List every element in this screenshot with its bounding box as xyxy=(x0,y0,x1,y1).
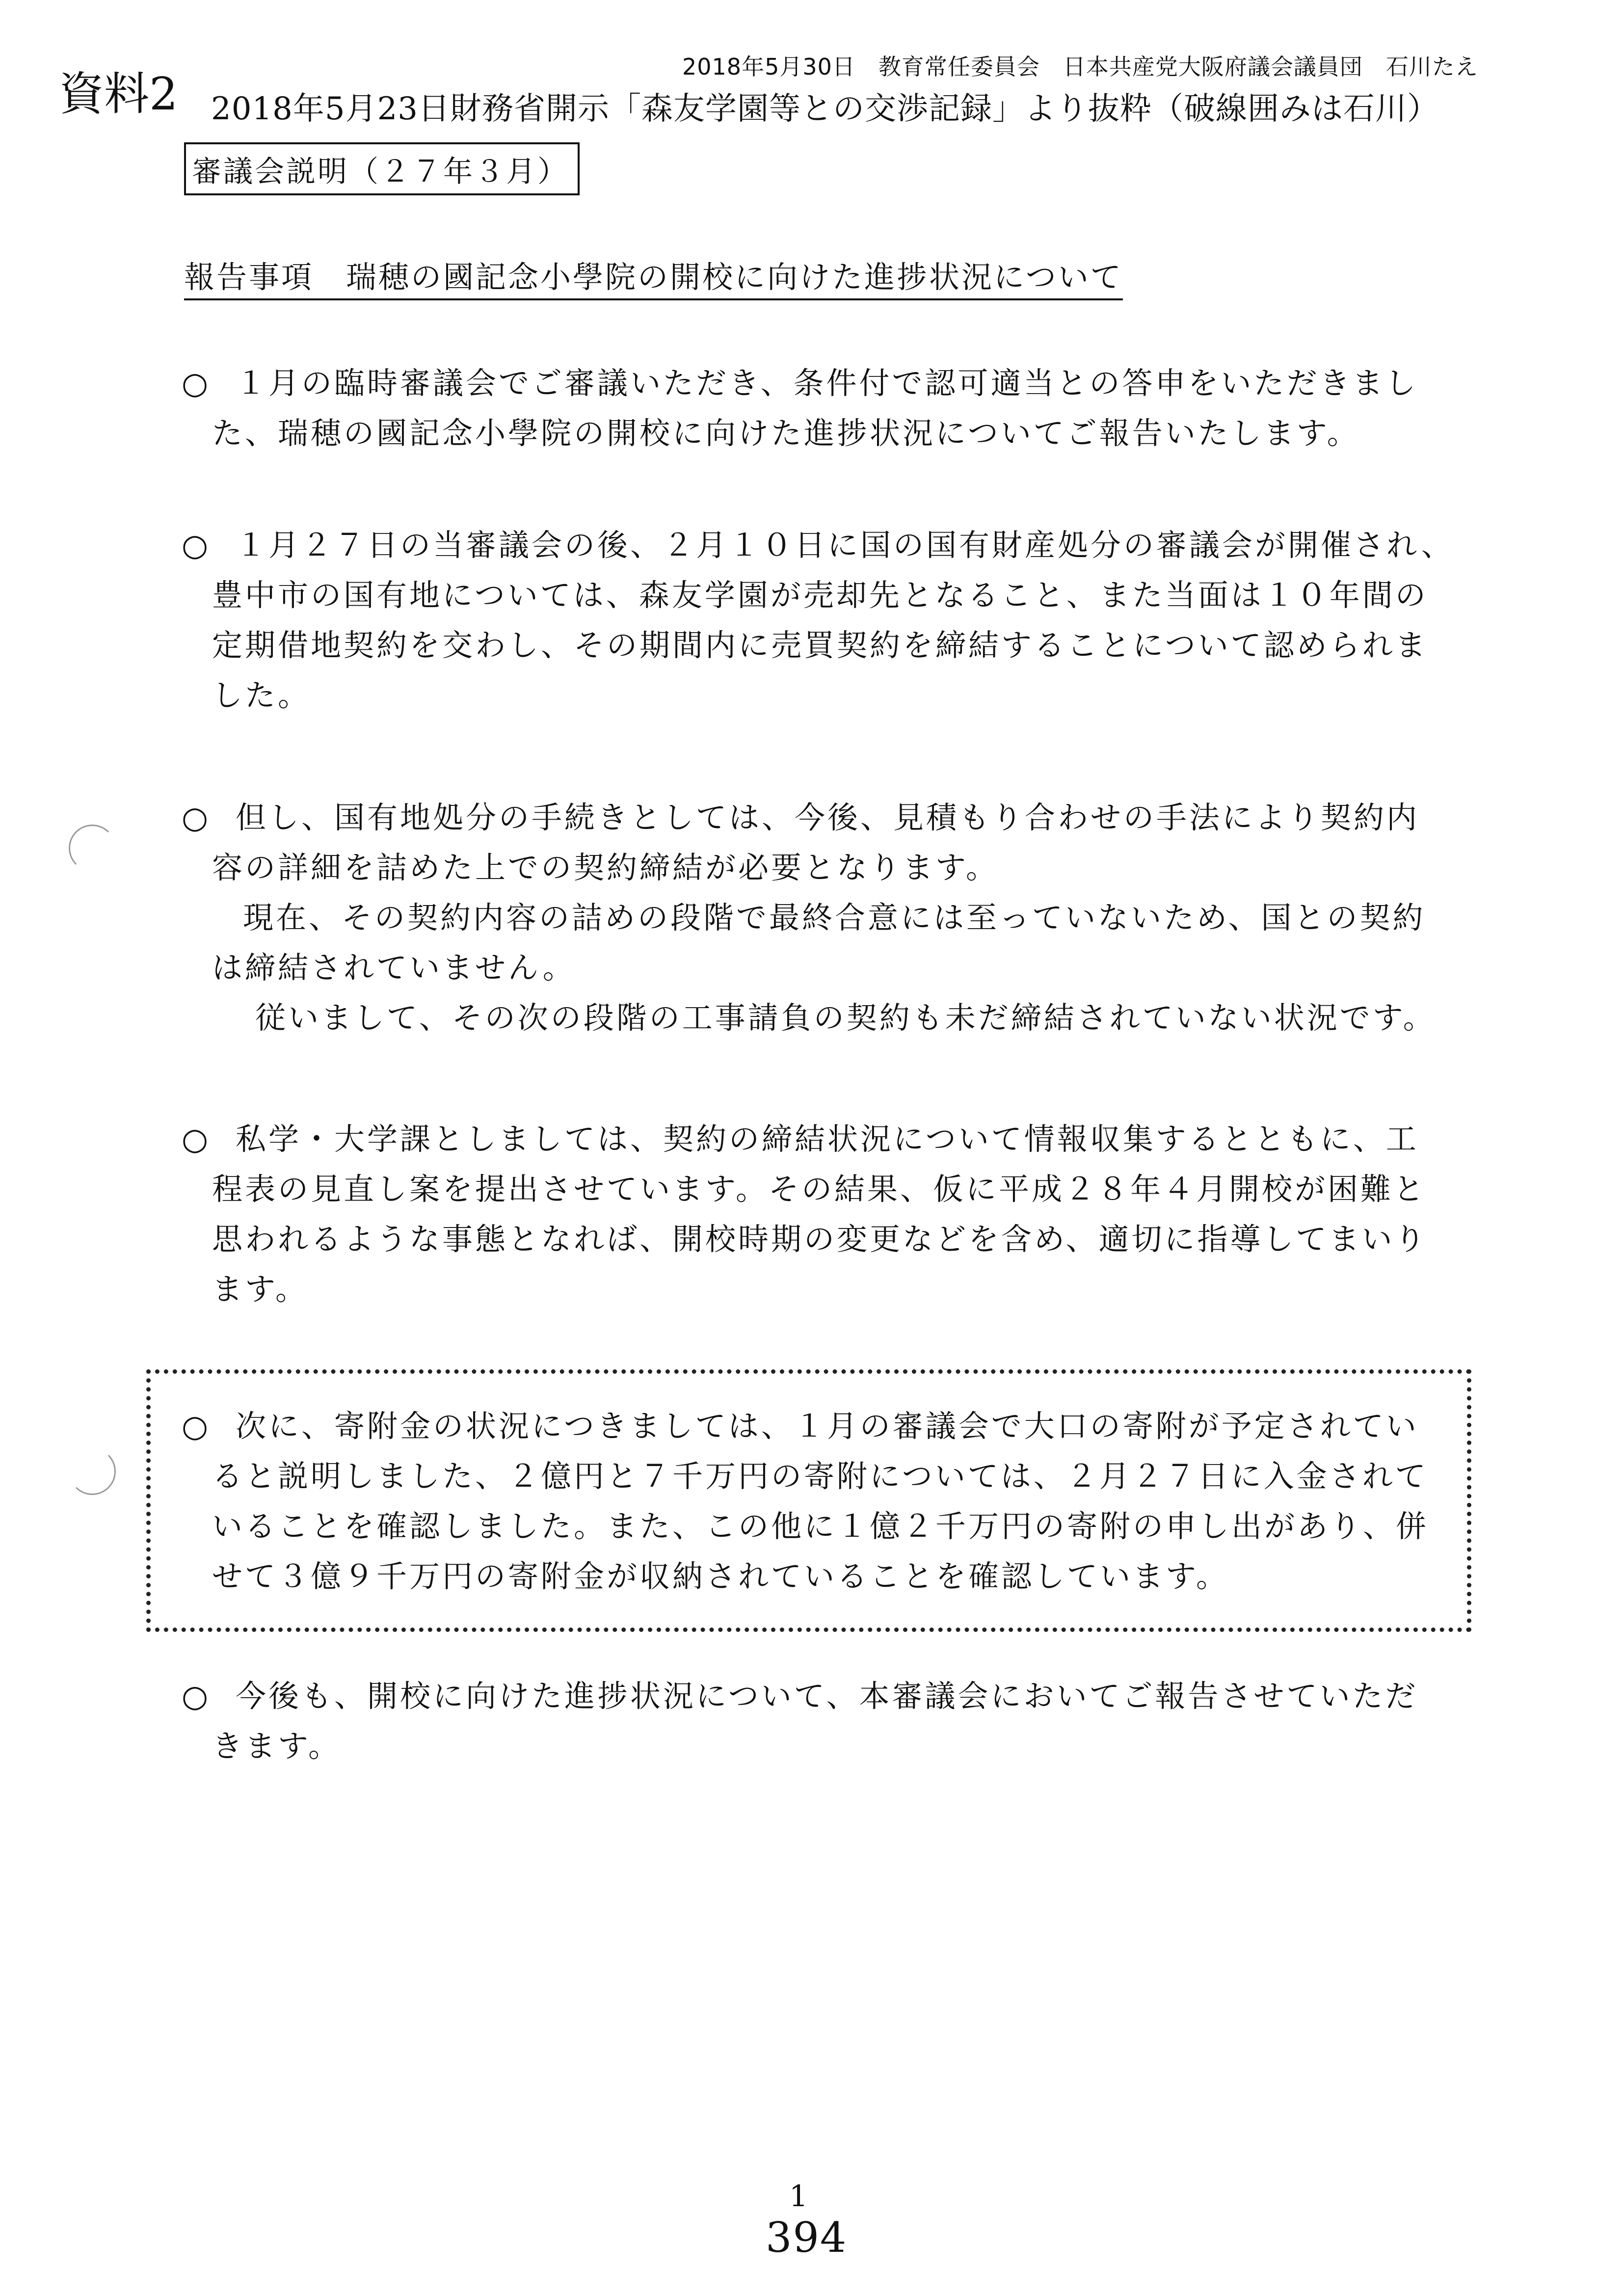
bullet-circle: ○ xyxy=(182,1121,211,1157)
paragraph-line: 豊中市の国有地については、森友学園が売却先となること、また当面は１０年間の xyxy=(212,577,1428,613)
punch-hole-mark xyxy=(69,1448,116,1495)
paragraph-line: 容の詳細を詰めた上での契約締結が必要となります。 xyxy=(212,850,999,885)
paragraph-line: は締結されていません。 xyxy=(212,950,576,986)
paragraph-line: した。 xyxy=(212,677,311,713)
paragraph-4 xyxy=(182,1114,1467,1314)
paragraph-line: ます。 xyxy=(212,1271,309,1307)
bullet-circle: ○ xyxy=(182,800,211,835)
paragraph-3 xyxy=(182,793,1467,1043)
paragraph-line: ると説明しました、２億円と７千万円の寄附については、２月２７日に入金されて xyxy=(212,1458,1428,1494)
page-number: 1 xyxy=(789,2179,808,2214)
paragraph-line: た、瑞穂の國記念小學院の開校に向けた進捗状況についてご報告いたします。 xyxy=(212,415,1360,451)
paragraph-line: ○ １月２７日の当審議会の後、２月１０日に国の国有財産処分の審議会が開催され、 xyxy=(182,520,1467,570)
report-subject: 報告事項 瑞穂の國記念小學院の開校に向けた進捗状況について xyxy=(184,253,1123,300)
paragraph-line: 程表の見直し案を提出させています。その結果、仮に平成２８年４月開校が困難と xyxy=(212,1171,1427,1207)
paragraph-line: ○ 今後も、開校に向けた進捗状況について、本審議会においてご報告させていただ xyxy=(182,1671,1467,1721)
document-label: 資料2 xyxy=(59,68,178,120)
bullet-circle: ○ xyxy=(182,365,211,401)
paragraph-6 xyxy=(182,1671,1467,1771)
boxed-label: 審議会説明（２７年３月） xyxy=(184,142,580,195)
paragraph-line: 定期借地契約を交わし、その期間内に売買契約を締結することについて認められま xyxy=(212,627,1428,663)
paragraph-line: 従いまして、その次の段階の工事請負の契約も未だ締結されていない状況です。 xyxy=(255,1000,1436,1036)
paragraph-line: 思われるような事態となれば、開校時期の変更などを含め、適切に指導してまいり xyxy=(212,1221,1428,1257)
source-note: 2018年5月23日財務省開示「森友学園等との交渉記録」より抜粋（破線囲みは石川） xyxy=(211,91,1439,127)
paragraph-1 xyxy=(182,358,1467,458)
paragraph-line: 現在、その契約内容の詰めの段階で最終合意には至っていないため、国との契約 xyxy=(243,900,1426,935)
bullet-circle: ○ xyxy=(182,1678,211,1714)
paragraph-line: ○ 次に、寄附金の状況につきましては、１月の審議会で大口の寄附が予定されてい xyxy=(182,1401,1467,1451)
paragraph-line: せて３億９千万円の寄附金が収納されていることを確認しています。 xyxy=(212,1558,1229,1594)
header-meta: 2018年5月30日 教育常任委員会 日本共産党大阪府議会議員団 石川たえ xyxy=(682,53,1478,80)
punch-hole-mark xyxy=(69,825,116,872)
paragraph-line: ○ 但し、国有地処分の手続きとしては、今後、見積もり合わせの手法により契約内 xyxy=(182,793,1467,843)
paragraph-line: いることを確認しました。また、この他に１億２千万円の寄附の申し出があり、併 xyxy=(212,1508,1429,1544)
stamp-number: 394 xyxy=(766,2214,848,2262)
bullet-circle: ○ xyxy=(182,1408,211,1444)
bullet-circle: ○ xyxy=(182,527,211,563)
paragraph-2 xyxy=(182,520,1467,721)
paragraph-line: ○ 私学・大学課としましては、契約の締結状況について情報収集するとともに、工 xyxy=(182,1114,1467,1164)
paragraph-line: ○ １月の臨時審議会でご審議いただき、条件付で認可適当との答申をいただきまし xyxy=(182,358,1467,408)
paragraph-line: きます。 xyxy=(212,1728,342,1764)
paragraph-5 xyxy=(182,1401,1467,1602)
